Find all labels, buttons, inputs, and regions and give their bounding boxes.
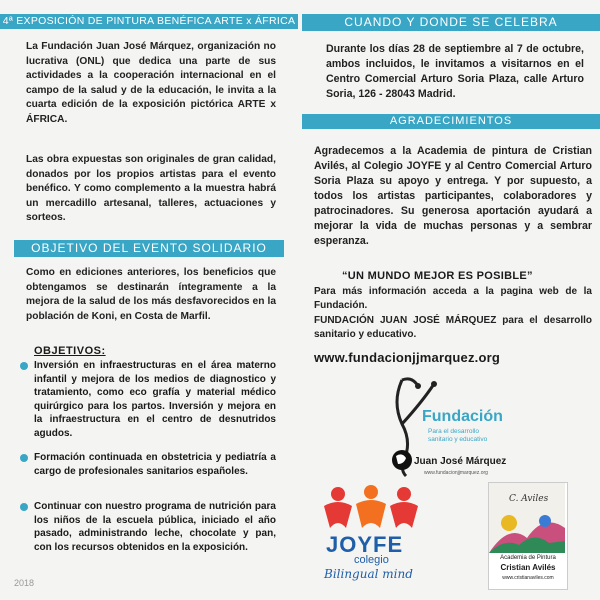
when-where-paragraph: Durante los días 28 de septiembre al 7 de octubre, ambos incluidos, le invitamos a visitarnos en el Centro Comercial Arturo Soria Plaza, calle Arturo Soria, 126 - 28043 Madrid. bbox=[326, 43, 584, 100]
bullet-dot-icon bbox=[20, 503, 28, 511]
bullet-text: Continuar con nuestro programa de nutrición para los niños de la escuela pública, iniciado el año pasado, administrando leche, chocolate y pan, con los recursos obtenidos en la exposición. bbox=[34, 501, 276, 553]
fundacion-subtitle-1: Para el desarrollo bbox=[428, 428, 479, 435]
right-column bbox=[302, 0, 600, 600]
academia-line-1: Academia de Pintura bbox=[500, 555, 556, 561]
fundacion-title: Fundación bbox=[422, 408, 503, 425]
bullet-text: Formación continuada en obstetricia y pediatría a cargo de profesionales sanitarios españoles. bbox=[34, 452, 276, 477]
objective-paragraph: Como en ediciones anteriores, los beneficios que obtengamos se destinarán íntegramente a la mejora de la salud de los más desfavorecidos en la población de Koni, en Costa de Marfil. bbox=[26, 267, 276, 322]
bullet-dot-icon bbox=[20, 454, 28, 462]
svg-text:C. Aviles: C. Aviles bbox=[509, 494, 549, 504]
objective-bullet-1 bbox=[34, 359, 276, 440]
joyfe-sub: colegio bbox=[354, 554, 389, 566]
intro-paragraph bbox=[26, 40, 276, 127]
joyfe-logo bbox=[316, 484, 426, 584]
intro-title: ARTE x ÁFRICA. bbox=[26, 99, 277, 125]
year-label: 2018 bbox=[14, 578, 35, 588]
objective-bullet-2 bbox=[34, 451, 276, 478]
fundacion-logo bbox=[382, 372, 552, 484]
when-where-header: CUANDO Y DONDE SE CELEBRA bbox=[302, 14, 600, 31]
thanks-paragraph: Agradecemos a la Academia de pintura de Cristian Avilés, al Colegio JOYFE y al Centro Comercial Arturo Soria Plaza su apoyo y entrega. Y por supuesto, a todos los artistas participantes, colaboradores y patrocinadores. Su generosa aportación ayudará a mejorar la vida de muchas personas y a sembrar esperanza. bbox=[314, 145, 592, 247]
thanks-header: AGRADECIMIENTOS bbox=[302, 114, 600, 129]
joyfe-tagline: Bilingual mind bbox=[324, 567, 413, 581]
objective-bullet-3 bbox=[34, 500, 276, 554]
foundation-line: FUNDACIÓN JUAN JOSÉ MÁRQUEZ para el desarrollo sanitario y educativo. bbox=[314, 315, 592, 340]
works-paragraph: Las obra expuestas son originales de gran calidad, donados por los propios artistas para el evento benéfico. Y como complemento a la muestra habrá un mercadillo artesanal, talleres, actuaciones y sorteos. bbox=[26, 154, 276, 223]
more-info-text: Para más información acceda a la pagina web de la Fundación. bbox=[314, 286, 592, 311]
academia-logo bbox=[488, 482, 568, 590]
fundacion-name: Juan José Márquez bbox=[414, 456, 507, 467]
academia-line-3: www.cristianaviles.com bbox=[502, 575, 554, 581]
objectives-title: OBJETIVOS: bbox=[34, 345, 106, 357]
joyfe-name: JOYFE bbox=[326, 532, 404, 557]
fundacion-url: www.fundacionjjmarquez.org bbox=[424, 470, 488, 476]
exhibition-header: 4ª EXPOSICIÓN DE PINTURA BENÉFICA ARTE x ÁFRICA bbox=[0, 14, 298, 29]
objective-header: OBJETIVO DEL EVENTO SOLIDARIO bbox=[14, 240, 284, 257]
website-link[interactable]: www.fundacionjjmarquez.org bbox=[314, 350, 501, 365]
academia-painting-icon bbox=[489, 483, 565, 553]
joyfe-figures-icon bbox=[316, 484, 426, 534]
bullet-dot-icon bbox=[20, 362, 28, 370]
intro-text: La Fundación Juan José Márquez, organización no lucrativa (ONL) que dedica una parte de sus actividades a la cooperación internacional en el campo de la salud y de la educación, le invita a la cuarta edición de la exposición pictórica bbox=[26, 41, 276, 110]
slogan: “UN MUNDO MEJOR ES POSIBLE” bbox=[342, 270, 533, 282]
fundacion-subtitle-2: sanitario y educativo bbox=[428, 436, 488, 443]
bullet-text: Inversión en infraestructuras en el área materno infantil y mejora de los medios de diagnostico y tratamiento, como eco grafía y material médico quirúrgico para los partos. Inversión y mejora en la infraestructura en el centro de desnutridos agudos. bbox=[34, 360, 276, 439]
left-column bbox=[0, 0, 298, 600]
academia-line-2: Cristian Avilés bbox=[500, 563, 556, 572]
